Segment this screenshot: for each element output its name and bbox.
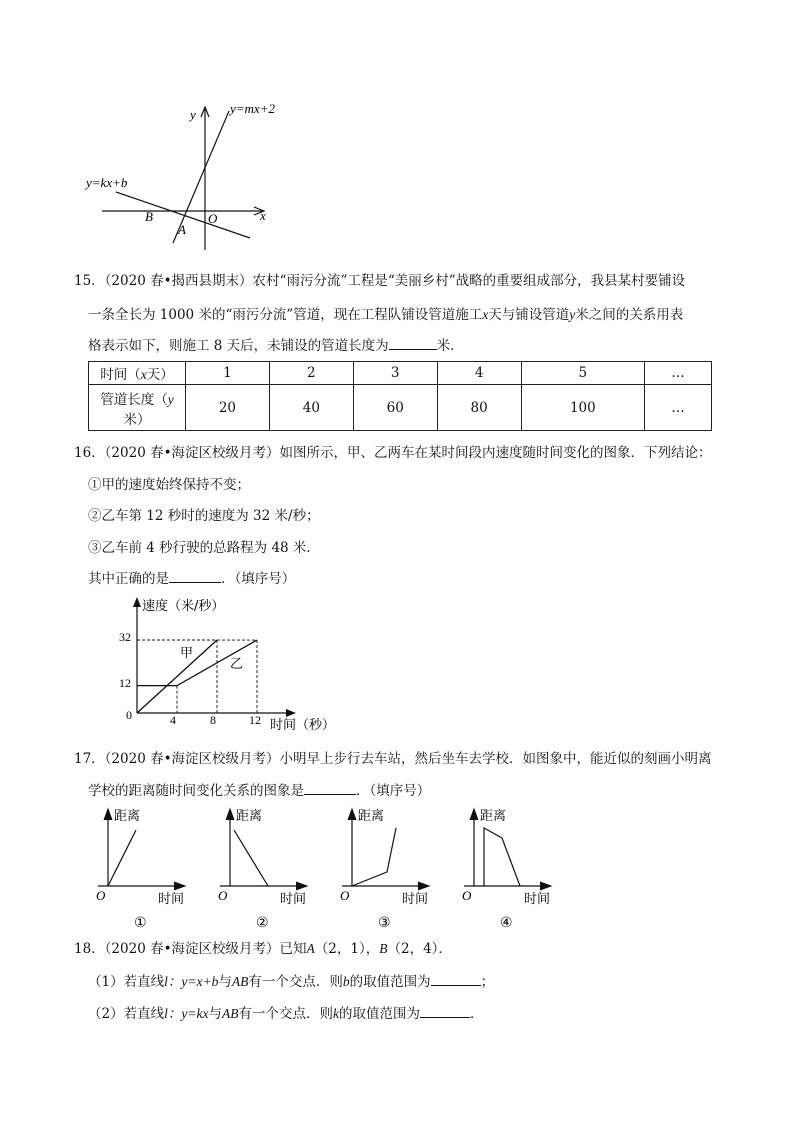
q17-graph-3-x-arrow bbox=[418, 882, 429, 890]
q18-p1-ab: AB bbox=[231, 974, 249, 989]
q16-ask-a: 其中正确的是 bbox=[88, 571, 169, 587]
q17-graph-2-curve bbox=[234, 830, 268, 886]
q15-length-cell: 20 bbox=[186, 385, 270, 431]
q18-p1-var: b bbox=[342, 974, 350, 989]
q17-line-2 bbox=[88, 779, 430, 799]
table-row bbox=[89, 362, 712, 385]
q16-chart-series-label: 乙 bbox=[230, 657, 244, 672]
table-row bbox=[89, 385, 712, 431]
q18-part-2 bbox=[88, 1002, 483, 1022]
q18-part-1 bbox=[88, 970, 494, 990]
q15-length-cell: 40 bbox=[269, 385, 353, 431]
q17-graph-1 bbox=[86, 800, 206, 932]
q17-graph-1-caption: ① bbox=[134, 915, 147, 931]
q17-graph-2-y-arrow bbox=[226, 809, 234, 820]
q18-p2-c: 有一个交点．则 bbox=[238, 1006, 333, 1022]
q18-text-1c: （2，4）． bbox=[387, 941, 452, 957]
q18-text-1b: （2，1）， bbox=[314, 941, 380, 957]
q15-line-1 bbox=[74, 269, 685, 289]
q17-graph-4 bbox=[452, 800, 572, 932]
q17-graph-4-xlabel: 时间 bbox=[524, 892, 551, 907]
q18-p1-eq: ：y=x+b bbox=[167, 974, 219, 989]
q15-time-cell: 1 bbox=[186, 362, 270, 385]
q17-graph-1-origin: O bbox=[96, 888, 106, 903]
q17-line-1: 17．（2020 春•海淀区校级月考）小明早上步行去车站，然后坐车去学校．如图象中，能近似的刻画小明离 bbox=[74, 751, 712, 767]
q18-p1-a: （1）若直线 bbox=[88, 974, 165, 990]
q15-var-x: x bbox=[482, 307, 489, 322]
q15-table bbox=[88, 361, 712, 431]
q15-length-cell: 100 bbox=[521, 385, 645, 431]
q16-ask-b: ．（填序号） bbox=[221, 571, 296, 587]
q15-length-cell: … bbox=[645, 385, 712, 431]
q17-graph-3-curve bbox=[352, 828, 396, 886]
q15-time-cell: 3 bbox=[353, 362, 437, 385]
q17-graph-1-xlabel: 时间 bbox=[158, 892, 185, 907]
q15-line-2 bbox=[88, 303, 683, 323]
q16-conclusion-3: ③乙车前 4 秒行驶的总路程为 48 米． bbox=[88, 540, 320, 556]
q17-text-2a: 学校的距离随时间变化关系的图象是 bbox=[88, 783, 304, 799]
q17-graph-1-ylabel: 距离 bbox=[114, 809, 141, 824]
q15-length-cell: 60 bbox=[353, 385, 437, 431]
q17-graph-1-curve bbox=[108, 830, 136, 886]
q15-time-cell: 2 bbox=[269, 362, 353, 385]
q15-line-3 bbox=[88, 334, 464, 354]
q16-chart-x-arrow bbox=[286, 709, 296, 717]
q17-answer-blank[interactable] bbox=[304, 782, 356, 795]
q18-point-a: A bbox=[306, 941, 315, 956]
q16-conclusion-2: ②乙车第 12 秒时的速度为 32 米/秒； bbox=[88, 508, 320, 524]
q18-p1-e: ； bbox=[480, 974, 495, 990]
fig14-label-m: y=mx+2 bbox=[230, 101, 275, 116]
q17-graph-3-xlabel: 时间 bbox=[402, 892, 429, 907]
q17-graph-1-x-arrow bbox=[174, 882, 185, 890]
q18-p2-e: ． bbox=[469, 1006, 484, 1022]
fig14-coordinate-graph bbox=[80, 95, 290, 255]
q17-graph-4-curve bbox=[484, 828, 520, 886]
q17-text-2b: ．（填序号） bbox=[356, 783, 431, 799]
q17-graph-3 bbox=[330, 800, 450, 932]
q17-graph-4-x-arrow bbox=[540, 882, 551, 890]
q15-header-time: 时间（x天） bbox=[89, 362, 186, 385]
q16-chart-xtick: 8 bbox=[210, 713, 216, 727]
q18-line-1 bbox=[74, 937, 452, 957]
q17-graph-2-x-arrow bbox=[296, 882, 307, 890]
q16-speed-time-chart bbox=[112, 593, 352, 741]
q18-p2-a: （2）若直线 bbox=[88, 1006, 165, 1022]
q16-chart-y-arrow bbox=[133, 597, 141, 607]
q18-p2-var: k bbox=[332, 1006, 339, 1021]
q17-graph-4-caption: ④ bbox=[500, 915, 513, 931]
q18-p1-c: 有一个交点．则 bbox=[248, 974, 343, 990]
q17-graph-1-y-arrow bbox=[104, 809, 112, 820]
q15-var-y: y bbox=[569, 307, 576, 322]
q17-graph-4-origin: O bbox=[462, 888, 472, 903]
q18-p1-b: 与 bbox=[218, 974, 232, 990]
q15-time-cell: 4 bbox=[437, 362, 521, 385]
q17-graph-3-origin: O bbox=[340, 888, 350, 903]
q16-chart-origin: 0 bbox=[126, 708, 132, 722]
q16-chart-xlabel: 时间（秒） bbox=[270, 718, 336, 733]
q18-p1-l: l bbox=[164, 974, 168, 989]
q18-p2-l: l bbox=[164, 1006, 168, 1021]
q17-graph-2-xlabel: 时间 bbox=[280, 892, 307, 907]
fig14-label-y: y bbox=[190, 107, 196, 122]
q16-chart-series-label: 甲 bbox=[180, 646, 194, 661]
q15-text-3a: 格表示如下，则施工 8 天后，未铺设的管道长度为 bbox=[88, 338, 389, 354]
q17-graph-4-ylabel: 距离 bbox=[480, 809, 507, 824]
fig14-label-x: x bbox=[260, 208, 266, 223]
q17-graph-2-ylabel: 距离 bbox=[236, 809, 263, 824]
q18-p2-answer-blank[interactable] bbox=[420, 1005, 470, 1018]
q18-text-1a: 18．（2020 春•海淀区校级月考）已知 bbox=[74, 941, 307, 957]
fig14-label-a: A bbox=[178, 222, 186, 237]
q15-answer-blank[interactable] bbox=[389, 337, 437, 350]
q17-graph-4-y-arrow bbox=[470, 809, 478, 820]
q16-answer-blank[interactable] bbox=[169, 570, 221, 583]
q17-graph-2-caption: ② bbox=[256, 915, 269, 931]
q18-p2-eq: ：y=kx bbox=[167, 1006, 209, 1021]
q16-chart-ytick: 12 bbox=[119, 676, 131, 690]
q15-text-1: 15．（2020 春•揭西县期末）农村“雨污分流”工程是“美丽乡村”战略的重要组成部分，我县某村要铺设 bbox=[74, 273, 686, 289]
fig14-label-o: O bbox=[208, 211, 218, 226]
q16-chart-ytick: 32 bbox=[119, 630, 131, 644]
q17-graph-2 bbox=[208, 800, 328, 932]
q15-header-length: 管道长度（y米） bbox=[89, 385, 186, 431]
q16-chart-ylabel: 速度（米/秒） bbox=[142, 599, 225, 614]
q15-text-3b: 米． bbox=[436, 338, 464, 354]
q17-graph-2-origin: O bbox=[218, 888, 228, 903]
q15-time-cell: … bbox=[645, 362, 712, 385]
q15-text-2b: 天与铺设管道 bbox=[488, 307, 570, 323]
q18-p2-d: 的取值范围为 bbox=[338, 1006, 420, 1022]
q16-chart-xtick: 4 bbox=[170, 713, 176, 727]
q17-graph-3-caption: ③ bbox=[378, 915, 391, 931]
q16-line-1: 16．（2020 春•海淀区校级月考）如图所示，甲、乙两车在某时间段内速度随时间变化的图象．下列结论： bbox=[74, 445, 712, 461]
q15-length-cell: 80 bbox=[437, 385, 521, 431]
q18-point-b: B bbox=[379, 941, 388, 956]
fig14-label-k: y=kx+b bbox=[86, 175, 128, 190]
q18-p1-d: 的取值范围为 bbox=[349, 974, 431, 990]
fig14-label-b: B bbox=[145, 209, 153, 224]
q15-text-2c: 米之间的关系用表 bbox=[575, 307, 684, 323]
q18-p1-answer-blank[interactable] bbox=[431, 973, 481, 986]
q15-text-2a: 一条全长为 1000 米的“雨污分流”管道，现在工程队铺设管道施工 bbox=[88, 307, 483, 323]
q16-conclusion-1: ①甲的速度始终保持不变； bbox=[88, 477, 250, 493]
q17-graph-3-ylabel: 距离 bbox=[358, 809, 385, 824]
q18-p2-b: 与 bbox=[208, 1006, 222, 1022]
q16-chart-xtick: 12 bbox=[249, 713, 261, 727]
q16-question bbox=[88, 567, 295, 587]
q15-time-cell: 5 bbox=[521, 362, 645, 385]
q17-graph-3-y-arrow bbox=[348, 809, 356, 820]
q18-p2-ab: AB bbox=[221, 1006, 239, 1021]
